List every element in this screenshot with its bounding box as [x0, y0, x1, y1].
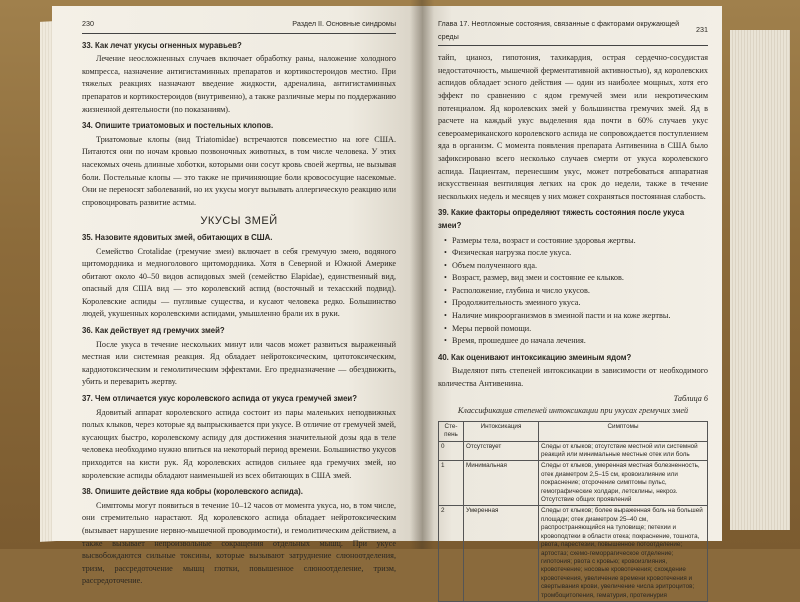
table-cell: Умеренная: [464, 506, 539, 601]
table-cell: Следы от клыков; более выраженная боль на большей площади; отек диаметром 25–40 см, распространяющийся на туловище; петехии и кровоподтеки в области отека; покраснение, тошнота, рвота, парестезии, повышенное потоотделение; артостаз; схемо-геморрагическое отделение; гипотония; рвота с кровью; кровоизлияния, кровотечение; носовые кровотечения; схождение кровотечения, увеличение времени кровотечения и свертывания крови, увеличение числа эритроцитов; тромбоцитопения, гематурия, протеинурия: [539, 506, 708, 601]
list-item: • Время, прошедшее до начала лечения.: [444, 335, 708, 348]
question-40-title: 40. Как оценивают интоксикацию змеиным ядом?: [438, 352, 632, 362]
table-title: Классификация степеней интоксикации при укусах гремучих змей: [457, 406, 689, 416]
right-running-head: [438, 18, 708, 46]
list-item: • Меры первой помощи.: [444, 323, 708, 336]
right-chapter-title: Глава 17. Неотложные состояния, связанные с факторами окружающей среды: [438, 19, 680, 41]
question-34-text: Триатомовые клопы (вид Triatomidae) встречаются повсеместно на юге США. Питаются они по ночам кровью позвоночных животных, в том числе человека. У этих насекомых очень длинные хоботки, которыми они сосут кровь своей жертвы, не вызывая боли. Постельные клопы — это также не причиняющие боли кровососущие насекомые. Они не переносят заболеваний, но их укусы могут вызывать аллергическую реакцию или спровоцировать развитие астмы.: [82, 134, 396, 207]
left-page-number: 230: [82, 19, 94, 28]
question-37-text: Ядовитый аппарат королевского аспида состоит из пары маленьких неподвижных полых клыков, через которые яд выпрыскивается при укусе. В отличие от гремучей змей, кусающих быстро, королевскому аспиду для достижения значительной дозы яда в теле человека необходимо нужно впиться на некоторый период времени. Большинство укусов приходится на кисти рук. Яд королевских аспидов сильнее яда гремучих змей, но королевские аспиды обладают наименьшей из всех обитающих в США змей.: [82, 407, 396, 480]
question-38-title: 38. Опишите действие яда кобры (королевского аспида).: [82, 487, 303, 497]
table-caption: Таблица 6: [673, 393, 708, 403]
list-item: • Продолжительность змеиного укуса.: [444, 297, 708, 310]
table-cell: Отсутствует: [464, 441, 539, 461]
right-page: [422, 6, 722, 599]
page-edges-right: [730, 30, 790, 530]
left-page: [52, 6, 422, 586]
question-33-text: Лечение неосложненных случаев включает обработку раны, наложение холодного компресса, назначение антигистаминных препаратов и кортикостероидов местно. При тяжелых реакциях назначают введение жидкости, адреналина, антигистаминных препаратов и кортикостероидов (внутривенно), а также различные меры по поддержанию жизненной деятельности (по показаниям).: [82, 54, 396, 114]
table-cell: Следы от клыков, умеренная местная болезненность, отек диаметром 2,5–15 см, кровоизлияние или покраснение; отсрочение симптомы пульс, гемографические холдари, летсклины, некроз. Отсутствие общих проявлений: [539, 461, 708, 506]
question-33-title: 33. Как лечат укусы огненных муравьев?: [82, 40, 242, 50]
column-header: Сте-пень: [439, 421, 464, 441]
list-item: • Физическая нагрузка после укуса.: [444, 247, 708, 260]
question-38-text: Симптомы могут появиться в течение 10–12 часов от момента укуса, но, в том числе, они стремительно нарастают. Яд королевского аспида обладает нейротоксическим (вызывает нарушение нервно-мышечной проводимости), и гемолитическим действием, а также вызывает непроизвольные сокращения отдельных мышц. При укусе высвобождаются сильные токсины, которые вызывают затруднение слюноотделения, тризм, рассредоточение мышц глотки, повышенное слюноотделение, тризм, рассредоточение.: [82, 500, 396, 586]
section-heading: УКУСЫ ЗМЕЙ: [200, 215, 278, 228]
table-header-row: [439, 421, 708, 441]
question-40-text: Выделяют пять степеней интоксикации в зависимости от необходимого количества Антивенина.: [438, 366, 708, 389]
list-item: • Возраст, размер, вид змеи и состояние ее клыков.: [444, 272, 708, 285]
continued-text: тайп, цианоз, гипотония, тахикардия, острая сердечно-сосудистая недостаточность, мышечной ферментативной активностью), яд королевских аспидов обладает эсного действия — один из наиболее мощных, хотя его эффект по сравнению с ядом гремучей змеи или некротическим потенциалом. Яд королевских змей у большинства гремучих змей. Яд в расчете на каждый укус выделения яда почти в 60% случаев укус североамериканского королевского аспида не сопровождается поступлением яда в организм. С момента появления препарата Антивенина в США было зафиксировано всего несколько случаев смерти от укуса королевского аспида. Пациентам, перенесшим укус, может потребоваться аппаратная искусственная вентиляция легких на срок до недели, также в течение нескольких недель и месяцев у них может сохраняться постоянная слабость.: [438, 53, 708, 201]
left-running-head: [82, 18, 396, 34]
column-header: Симптомы: [539, 421, 708, 441]
table-cell: Следы от клыков; отсутствие местной или системной реакций или минимальные местные отек или боль: [539, 441, 708, 461]
table-cell: Минимальная: [464, 461, 539, 506]
list-item: • Объем полученного яда.: [444, 260, 708, 273]
question-34-title: 34. Опишите триатомовых и постельных клопов.: [82, 121, 274, 131]
factors-list: [438, 235, 708, 348]
question-37-title: 37. Чем отличается укус королевского аспида от укуса гремучей змеи?: [82, 394, 357, 404]
table-cell: 2: [439, 506, 464, 601]
question-35-text: Семейство Crotalidae (гремучие змеи) включает в себя гремучую змею, водяного щитомордника и медноголового щитомордника. Хотя в Северной и Южной Америке обитают около 40–50 видов аспидовых змей (семейство Elapidae), единственный вид, опасный для США вид — это королевский аспид (восточный и техасский подвид). Королевские аспиды — пугливые существа, и кусают человека редко. Большинство людей, укушенных королевскими аспидами, умышленно брали их в руки.: [82, 246, 396, 319]
right-page-number: 231: [696, 25, 708, 35]
question-39-title: 39. Какие факторы определяют тяжесть состояния после укуса змеи?: [438, 208, 685, 230]
left-section-title: Раздел II. Основные синдромы: [292, 19, 396, 28]
list-item: • Наличие микроорганизмов в змеиной пасти и на коже жертвы.: [444, 310, 708, 323]
table-row: [439, 461, 708, 506]
severity-table: [438, 421, 708, 602]
table-row: [439, 506, 708, 601]
column-header: Интоксикация: [464, 421, 539, 441]
list-item: • Размеры тела, возраст и состояние здоровья жертвы.: [444, 235, 708, 248]
question-35-title: 35. Назовите ядовитых змей, обитающих в США.: [82, 232, 273, 242]
question-36-text: После укуса в течение нескольких минут или часов может развиться выраженный местная или системная реакция. Яд обладает нейротоксическим, цитотоксическим, кардиотоксическим и гемолитическим эффектами. Его предназначение — обездвижить, убить и переварить жертву.: [82, 339, 396, 387]
list-item: • Расположение, глубина и число укусов.: [444, 285, 708, 298]
table-cell: 1: [439, 461, 464, 506]
table-row: [439, 441, 708, 461]
question-36-title: 36. Как действует яд гремучих змей?: [82, 326, 225, 336]
table-cell: 0: [439, 441, 464, 461]
